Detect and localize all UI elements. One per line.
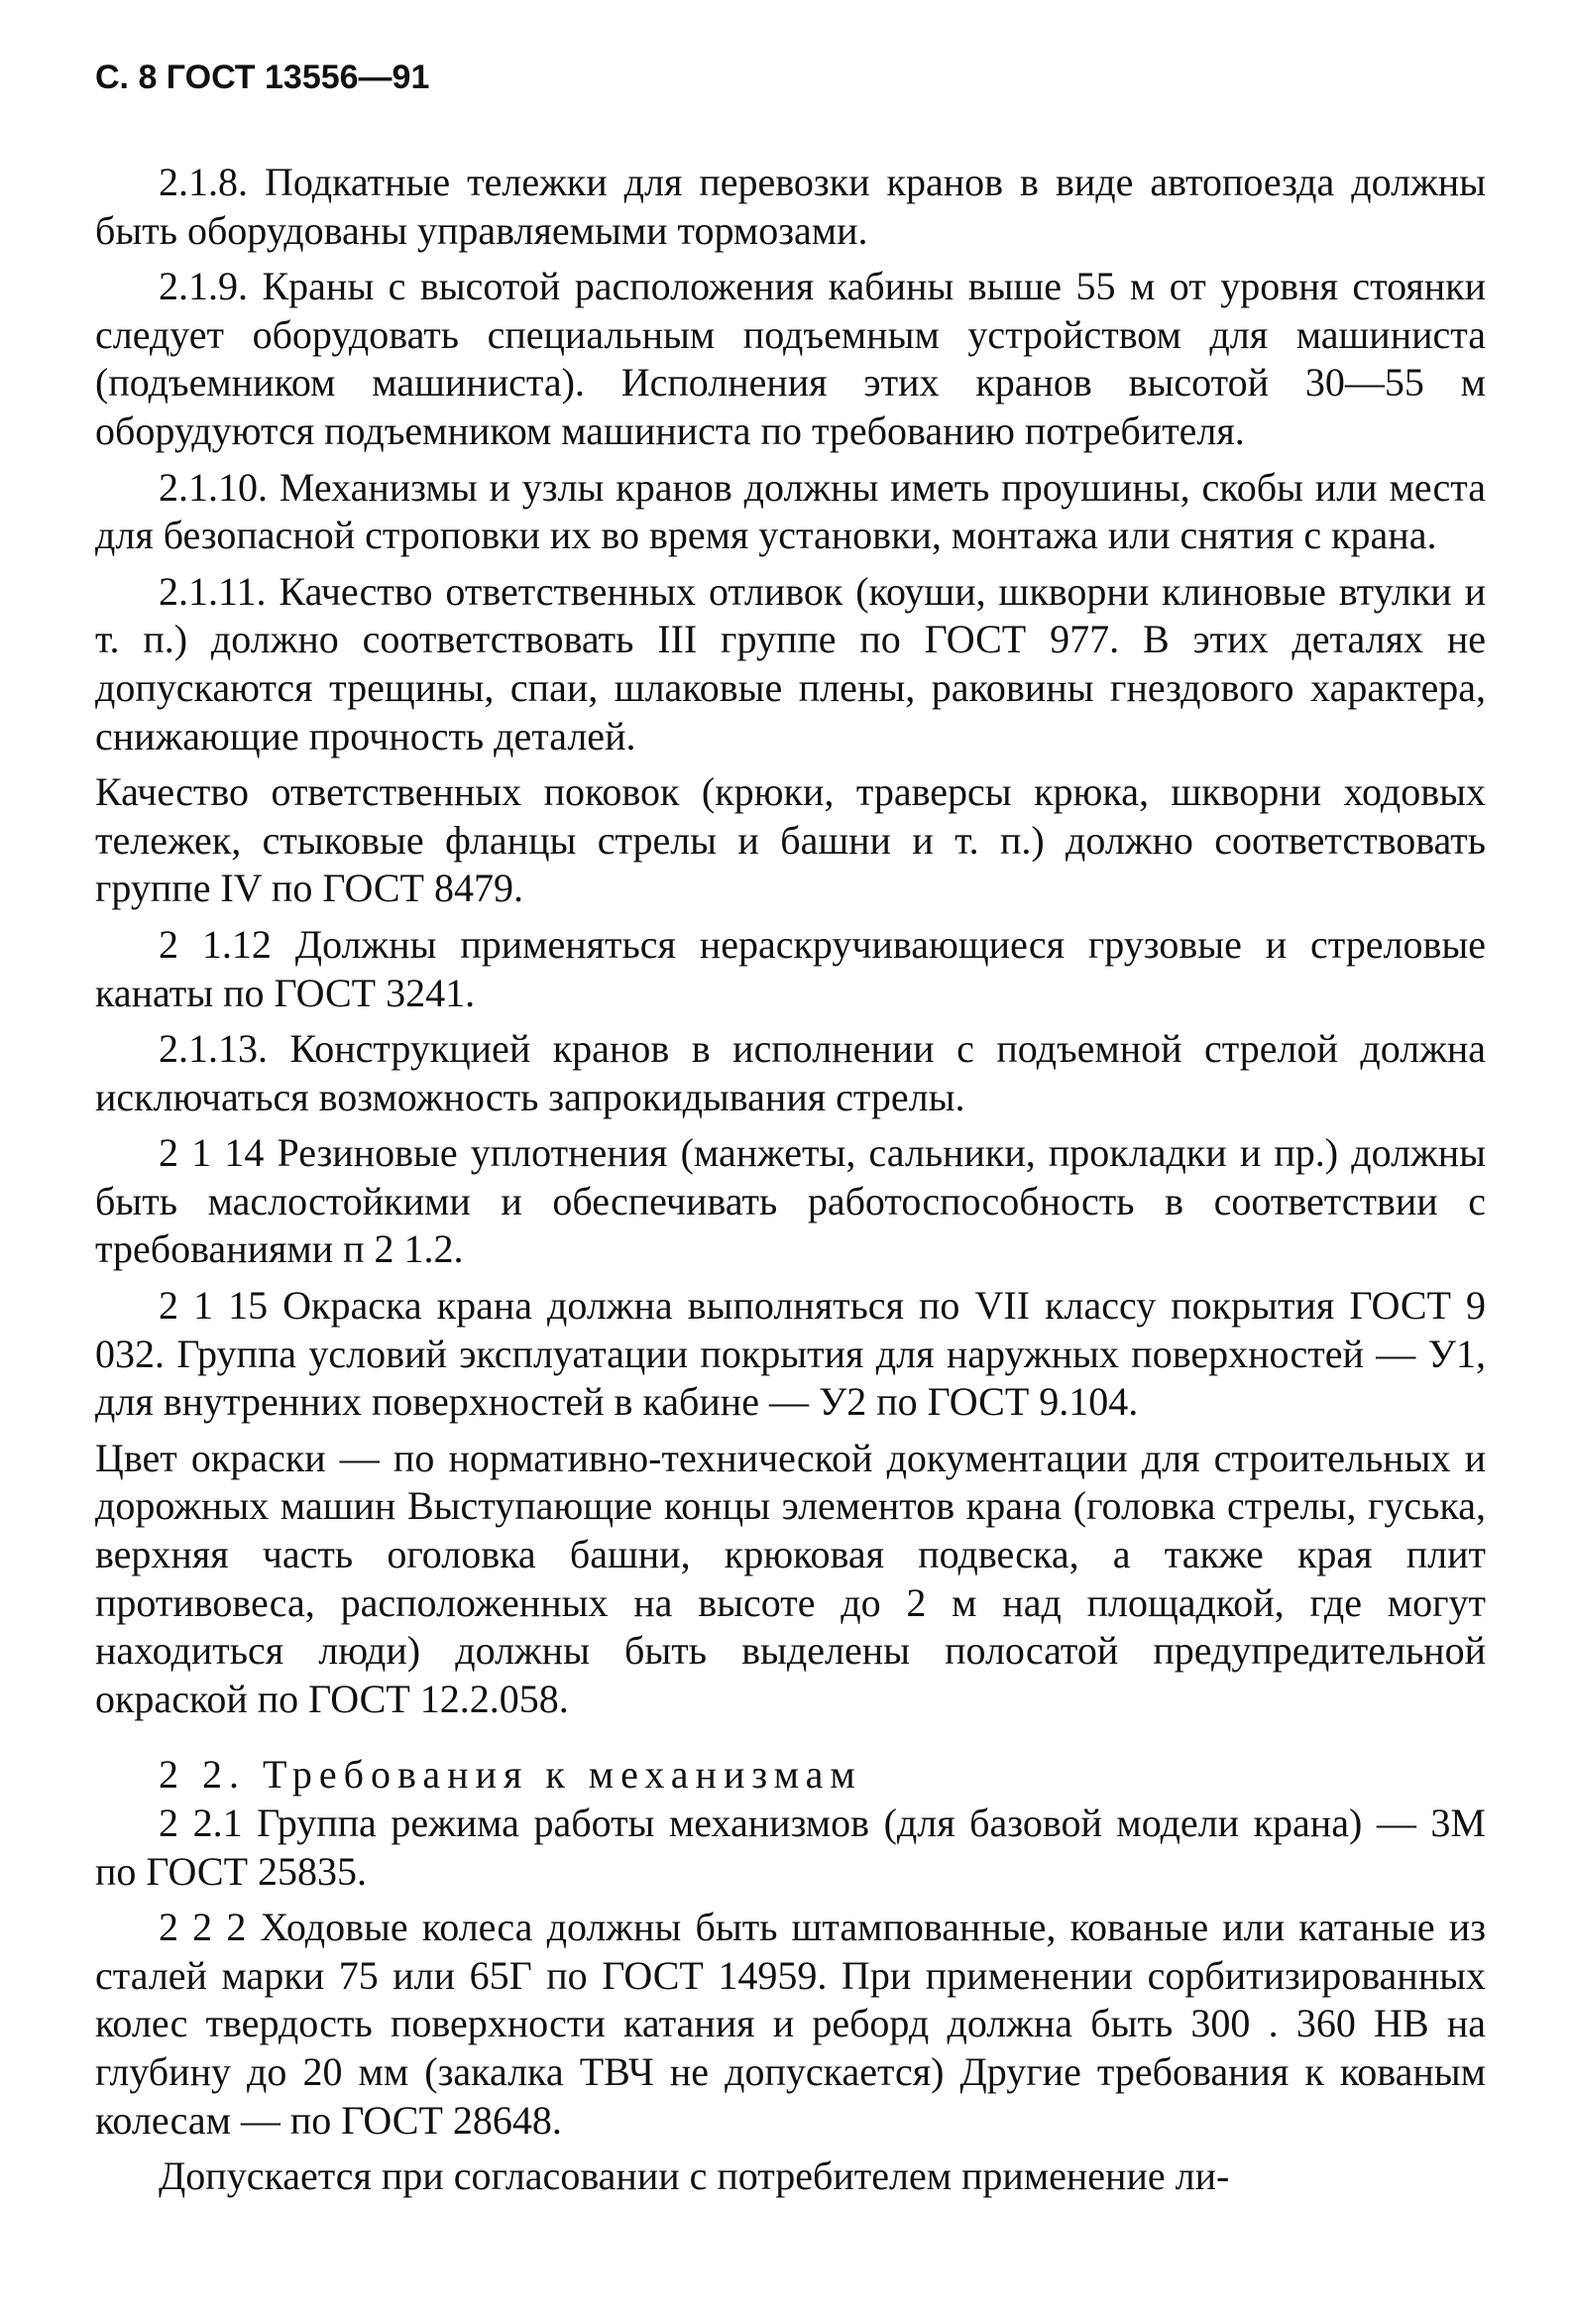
page-header: С. 8 ГОСТ 13556—91 <box>95 58 430 96</box>
clause-2-2-2: 2 2 2 Ходовые колеса должны быть штампованные, кованые или катаные из сталей марки 75 или 65Г по ГОСТ 14959. При применении сорбитизированных колес твердость поверхности катания и реборд должна быть 300 . 360 НВ на глубину до 20 мм (закалка ТВЧ не допускается) Другие требования к кованым колесам — по ГОСТ 28648. <box>95 1905 1486 2143</box>
clause-2-1-11-forgings: Качество ответственных поковок (крюки, траверсы крюка, шкворни ходовых тележек, стыковые фланцы стрелы и башни и т. п.) должно соответствовать группе IV по ГОСТ 8479. <box>95 769 1486 911</box>
clause-2-1-10: 2.1.10. Механизмы и узлы кранов должны иметь проушины, скобы или места для безопасной строповки их во время установки, монтажа или снятия с крана. <box>95 464 1486 558</box>
clause-2-1-15: 2 1 15 Окраска крана должна выполняться по VII классу покрытия ГОСТ 9 032. Группа условий эксплуатации покрытия для наружных поверхностей — У1, для внутренних поверхностей в кабине — У2 по ГОСТ 9.104. <box>95 1283 1486 1425</box>
clause-2-1-11: 2.1.11. Качество ответственных отливок (коуши, шкворни клиновые втулки и т. п.) должно соответствовать III группе по ГОСТ 977. В этих деталях не допускаются трещины, спаи, шлаковые плены, раковины гнездового характера, снижающие прочность деталей. <box>95 568 1486 758</box>
clause-2-1-9: 2.1.9. Краны с высотой расположения кабины выше 55 м от уровня стоянки следует оборудовать специальным подъемным устройством для машиниста (подъемником машиниста). Исполнения этих кранов высотой 30—55 м оборудуются подъемником машиниста по требованию потребителя. <box>95 264 1486 453</box>
clause-2-2-1: 2 2.1 Группа режима работы механизмов (для базовой модели крана) — 3М по ГОСТ 25835. <box>95 1801 1486 1894</box>
clause-2-2-2-continuation: Допускается при согласовании с потребителем применение ли- <box>159 2153 1230 2199</box>
clause-2-1-15-color: Цвет окраски — по нормативно-технической документации для строительных и дорожных машин Выступающие концы элементов крана (головка стрелы, гуська, верхняя часть оголовка башни, крюковая подвеска, а также края плит противовеса, расположенных на высоте до 2 м над площадкой, где могут находиться люди) должны быть выделены полосатой предупредительной окраской по ГОСТ 12.2.058. <box>95 1435 1486 1721</box>
clause-2-1-13: 2.1.13. Конструкцией кранов в исполнении с подъемной стрелой должна исключаться возможность запрокидывания стрелы. <box>95 1026 1486 1119</box>
clause-2-1-12: 2 1.12 Должны применяться нераскручивающиеся грузовые и стреловые канаты по ГОСТ 3241. <box>95 921 1486 1015</box>
clause-2-1-14: 2 1 14 Резиновые уплотнения (манжеты, сальники, прокладки и пр.) должны быть маслостойкими и обеспечивать работоспособность в соответствии с требованиями п 2 1.2. <box>95 1130 1486 1272</box>
section-heading-2-2: 2 2. Требования к механизмам <box>159 1752 862 1798</box>
clause-2-1-8: 2.1.8. Подкатные тележки для перевозки кранов в виде автопоезда должны быть оборудованы управляемыми тормозами. <box>95 160 1486 253</box>
